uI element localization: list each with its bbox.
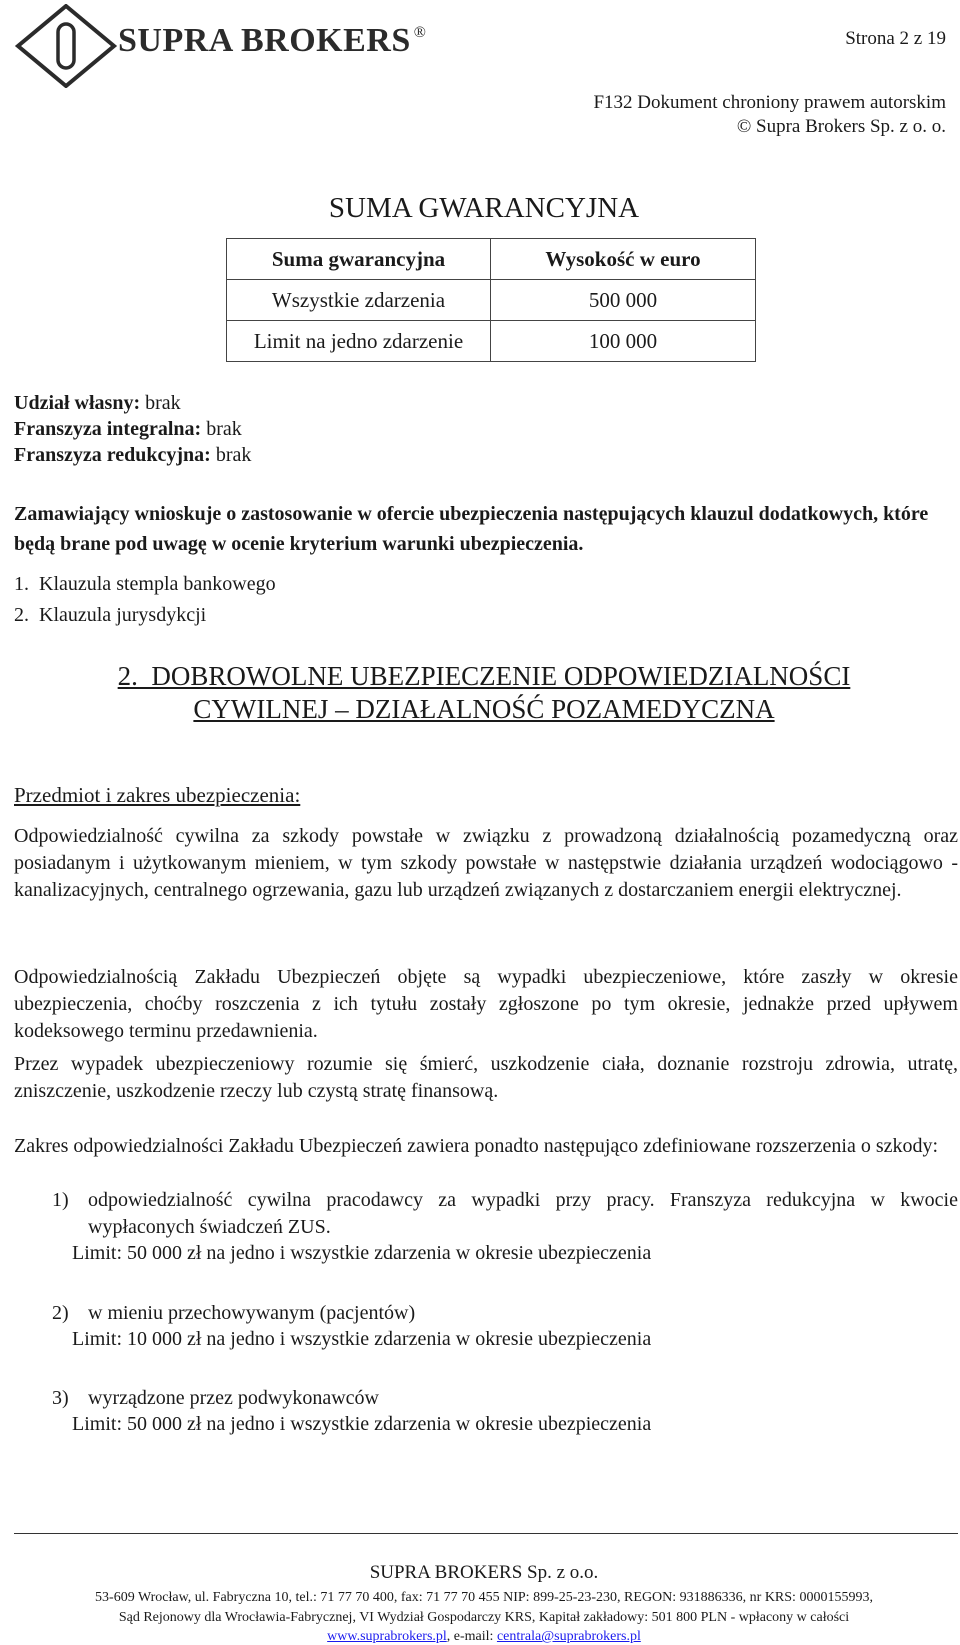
list-number: 1) [52, 1189, 69, 1211]
copyright-owner: © Supra Brokers Sp. z o. o. [736, 116, 946, 137]
clauses-list [14, 569, 276, 631]
deductibles [14, 390, 251, 468]
table-row [227, 321, 756, 362]
footer-court: Sąd Rejonowy dla Wrocławia-Fabrycznej, VI Wydział Gospodarczy KRS, Kapitał zakładowy: 501 800 PLN - wpłacony w całości [118, 1610, 850, 1625]
brand-name: SUPRA BROKERS ® [118, 22, 427, 59]
table-cell: 500 000 [491, 280, 756, 321]
email-link[interactable]: centrala@suprabrokers.pl [496, 1629, 641, 1644]
list-number: 3) [52, 1387, 69, 1409]
deductible-row: Franszyza integralna: brak [14, 418, 242, 440]
website-link[interactable]: www.suprabrokers.pl [327, 1629, 447, 1644]
table-cell: 100 000 [491, 321, 756, 362]
list-item: 1. Klauzula stempla bankowego [14, 573, 276, 595]
copyright-notice: F132 Dokument chroniony prawem autorskim [593, 92, 946, 113]
table-cell: Wszystkie zdarzenia [227, 280, 491, 321]
deductible-row: Udział własny: brak [14, 392, 181, 414]
subject-heading: Przedmiot i zakres ubezpieczenia: [14, 783, 301, 807]
table-header-row [227, 239, 756, 280]
page-number: Strona 2 z 19 [845, 28, 946, 49]
table-row [227, 280, 756, 321]
email-label: , e-mail: [446, 1629, 497, 1644]
paragraph: Odpowiedzialnością Zakładu Ubezpieczeń objęte są wypadki ubezpieczeniowe, które zaszły w okresie ubezpieczenia, choćby roszczenia z ich tytułu zostały zgłoszone po tym okresie, jednakże przed upływem kodeksowego terminu przedawnienia. [14, 966, 958, 1042]
list-item: 2. Klauzula jurysdykcji [14, 604, 207, 626]
clauses-intro: Zamawiający wnioskuje o zastosowanie w ofercie ubezpieczenia następujących klauzul dodatkowych, które będą brane pod uwagę w ocenie kryterium warunki ubezpieczenia. [14, 503, 929, 555]
registered-mark: ® [413, 24, 427, 41]
suma-title: SUMA GWARANCYJNA [328, 192, 640, 224]
section-heading: 2. DOBROWOLNE UBEZPIECZENIE ODPOWIEDZIALNOŚCI CYWILNEJ – DZIAŁALNOŚĆ POZAMEDYCZNA [117, 661, 851, 724]
paragraph: Przez wypadek ubezpieczeniowy rozumie się śmierć, uszkodzenie ciała, doznanie rozstroju zdrowia, utratę, zniszczenie, uszkodzenie rzeczy lub czystą stratę finansową. [14, 1053, 958, 1102]
suma-table [226, 238, 756, 362]
list-item: wyrządzone przez podwykonawców [88, 1387, 379, 1409]
footer-divider [14, 1533, 958, 1534]
footer-address: 53-609 Wrocław, ul. Fabryczna 10, tel.: 71 77 70 400, fax: 71 77 70 455 NIP: 899-25-23-230, REGON: 931886336, nr KRS: 0000155993, [95, 1590, 873, 1605]
limit-text: Limit: 10 000 zł na jedno i wszystkie zdarzenia w okresie ubezpieczenia [72, 1328, 652, 1350]
table-header: Wysokość w euro [491, 239, 756, 280]
paragraph: Odpowiedzialność cywilna za szkody powstałe w związku z prowadzoną działalnością pozamedyczną oraz posiadanym i użytkowanym mieniem, w tym szkody powstałe w następstwie działania urządzeń wodociągowo - kanalizacyjnych, centralnego ogrzewania, gazu lub urządzeń związanych z dostarczaniem energii elektrycznej. [14, 825, 958, 901]
deductible-row: Franszyza redukcyjna: brak [14, 444, 252, 466]
table-header: Suma gwarancyjna [227, 239, 491, 280]
list-number: 2) [52, 1302, 69, 1324]
list-item: odpowiedzialność cywilna pracodawcy za wypadki przy pracy. Franszyza redukcyjna w kwocie wypłaconych świadczeń ZUS. [88, 1189, 958, 1238]
limit-text: Limit: 50 000 zł na jedno i wszystkie zdarzenia w okresie ubezpieczenia [72, 1413, 652, 1435]
footer-contact [0, 1629, 960, 1645]
supra-brokers-logo [14, 4, 118, 88]
list-item: w mieniu przechowywanym (pacjentów) [88, 1302, 416, 1324]
paragraph: Zakres odpowiedzialności Zakładu Ubezpieczeń zawiera ponadto następująco zdefiniowane rozszerzenia o szkody: [14, 1135, 939, 1157]
table-cell: Limit na jedno zdarzenie [227, 321, 491, 362]
limit-text: Limit: 50 000 zł na jedno i wszystkie zdarzenia w okresie ubezpieczenia [72, 1242, 652, 1264]
footer-company: SUPRA BROKERS Sp. z o.o. [369, 1562, 599, 1583]
